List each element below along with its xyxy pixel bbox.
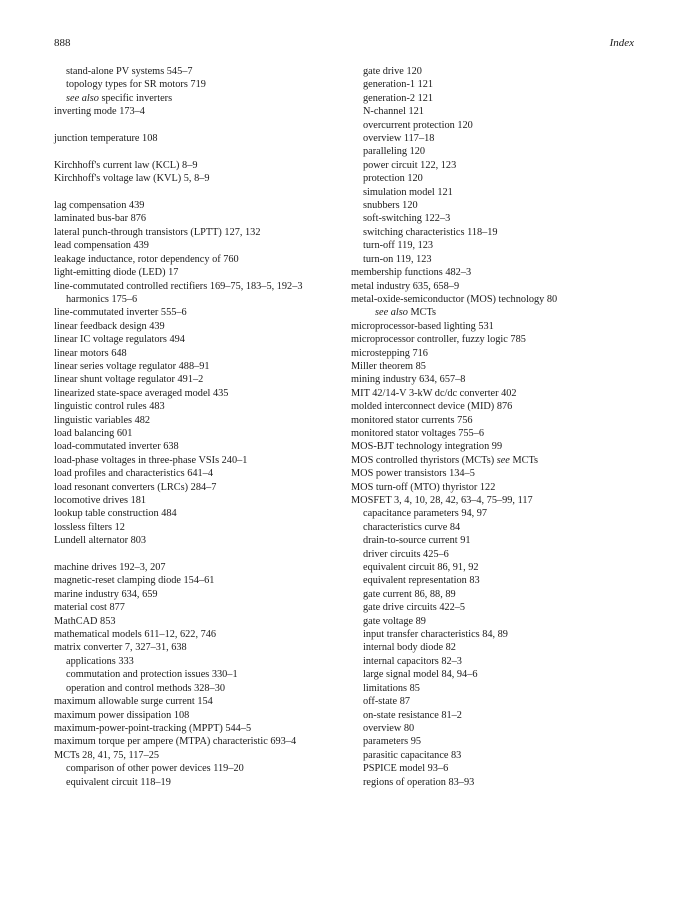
index-entry: microprocessor controller, fuzzy logic 785 xyxy=(351,334,526,346)
index-subentry: equivalent representation 83 xyxy=(363,575,480,587)
index-entry: maximum-power-point-tracking (MPPT) 544–5 xyxy=(54,722,252,734)
index-spacer xyxy=(54,145,344,158)
index-entry: junction temperature 108 xyxy=(54,133,158,145)
index-entry: linguistic control rules 483 xyxy=(54,401,165,413)
index-subentry: topology types for SR motors 719 xyxy=(66,79,206,91)
index-subentry: parameters 95 xyxy=(363,736,422,748)
index-entry: load-phase voltages in three-phase VSIs 240–1 xyxy=(54,454,248,466)
index-subentry: snubbers 120 xyxy=(363,200,418,212)
index-entry: material cost 877 xyxy=(54,602,125,614)
index-subentry: regions of operation 83–93 xyxy=(363,776,475,788)
index-subentry: gate current 86, 88, 89 xyxy=(363,588,456,600)
index-entry: mining industry 634, 657–8 xyxy=(351,374,466,386)
index-subentry: gate drive circuits 422–5 xyxy=(363,602,466,614)
index-entry: linear feedback design 439 xyxy=(54,320,165,332)
index-entry: maximum power dissipation 108 xyxy=(54,709,190,721)
index-entry: magnetic-reset clamping diode 154–61 xyxy=(54,575,215,587)
index-entry: machine drives 192–3, 207 xyxy=(54,562,166,574)
index-subentry: turn-on 119, 123 xyxy=(363,253,432,265)
index-subentry: capacitance parameters 94, 97 xyxy=(363,508,488,520)
index-entry: inverting mode 173–4 xyxy=(54,106,145,118)
index-subentry: N-channel 121 xyxy=(363,106,424,118)
index-entry: lead compensation 439 xyxy=(54,240,149,252)
index-entry: lateral punch-through transistors (LPTT) 127, 132 xyxy=(54,226,261,238)
index-entry: microstepping 716 xyxy=(351,347,428,359)
page-number: 888 xyxy=(54,37,71,49)
index-subentry: limitations 85 xyxy=(363,682,420,694)
index-subentry: on-state resistance 81–2 xyxy=(363,709,462,721)
index-column-right xyxy=(351,65,651,789)
index-entry: monitored stator currents 756 xyxy=(351,414,473,426)
index-entry: linear IC voltage regulators 494 xyxy=(54,334,185,346)
index-entry: MIT 42/14-V 3-kW dc/dc converter 402 xyxy=(351,387,517,399)
index-subentry: gate drive 120 xyxy=(363,66,422,77)
index-entry: locomotive drives 181 xyxy=(54,495,147,506)
index-subentry: harmonics 175–6 xyxy=(66,293,138,305)
index-entry: MCTs 28, 41, 75, 117–25 xyxy=(54,749,160,761)
index-spacer xyxy=(54,548,344,561)
index-entry: maximum allowable surge current 154 xyxy=(54,696,213,708)
index-subentry: stand-alone PV systems 545–7 xyxy=(66,66,193,77)
index-subentry: commutation and protection issues 330–1 xyxy=(66,669,238,681)
index-subentry: applications 333 xyxy=(66,655,134,667)
index-entry: linguistic variables 482 xyxy=(54,414,151,426)
index-entry: MOSFET 3, 4, 10, 28, 42, 63–4, 75–99, 117 xyxy=(351,495,533,506)
index-entry: Lundell alternator 803 xyxy=(54,535,147,547)
index-entry: load profiles and characteristics 641–4 xyxy=(54,468,213,480)
index-subentry: switching characteristics 118–19 xyxy=(363,226,498,238)
index-entry: Miller theorem 85 xyxy=(351,360,426,372)
index-subentry: turn-off 119, 123 xyxy=(363,240,434,252)
index-subentry: input transfer characteristics 84, 89 xyxy=(363,629,508,641)
index-entry: MOS turn-off (MTO) thyristor 122 xyxy=(351,481,496,493)
index-subentry: paralleling 120 xyxy=(363,146,426,158)
index-subentry: off-state 87 xyxy=(363,696,410,708)
index-entry: monitored stator voltages 755–6 xyxy=(351,427,484,439)
index-subentry: large signal model 84, 94–6 xyxy=(363,669,478,681)
index-entry: leakage inductance, rotor dependency of 760 xyxy=(54,253,239,265)
index-subentry: parasitic capacitance 83 xyxy=(363,749,462,761)
index-entry: MOS power transistors 134–5 xyxy=(351,468,475,480)
index-entry: Kirchhoff's current law (KCL) 8–9 xyxy=(54,159,198,171)
index-subentry: power circuit 122, 123 xyxy=(363,159,457,171)
index-subentry: internal capacitors 82–3 xyxy=(363,655,462,667)
index-entry: load resonant converters (LRCs) 284–7 xyxy=(54,481,217,493)
page-header xyxy=(54,37,634,53)
index-entry: load balancing 601 xyxy=(54,427,133,439)
index-subentry: characteristics curve 84 xyxy=(363,521,461,533)
index-subentry: simulation model 121 xyxy=(363,186,453,198)
index-entry: laminated bus-bar 876 xyxy=(54,213,147,225)
index-entry: MOS controlled thyristors (MCTs) see MCTs xyxy=(351,454,539,466)
index-entry: linearized state-space averaged model 435 xyxy=(54,387,229,399)
index-subentry: operation and control methods 328–30 xyxy=(66,682,225,694)
index-subentry: see also specific inverters xyxy=(66,92,173,104)
index-entry: MathCAD 853 xyxy=(54,615,116,627)
index-subentry: overview 80 xyxy=(363,722,415,734)
index-entry: line-commutated inverter 555–6 xyxy=(54,307,187,319)
index-entry: linear shunt voltage regulator 491–2 xyxy=(54,374,204,386)
index-subentry: drain-to-source current 91 xyxy=(363,535,471,547)
index-entry: marine industry 634, 659 xyxy=(54,588,158,600)
index-subentry: generation-2 121 xyxy=(363,92,434,104)
index-column-left xyxy=(54,65,344,789)
index-subentry: driver circuits 425–6 xyxy=(363,548,449,560)
index-entry: molded interconnect device (MID) 876 xyxy=(351,401,513,413)
index-entry: line-commutated controlled rectifiers 169–75, 183–5, 192–3 xyxy=(54,280,303,292)
index-subentry: comparison of other power devices 119–20 xyxy=(66,763,244,775)
index-entry: lookup table construction 484 xyxy=(54,508,177,520)
index-entry: microprocessor-based lighting 531 xyxy=(351,320,494,332)
index-entry: linear series voltage regulator 488–91 xyxy=(54,360,210,372)
index-subentry: generation-1 121 xyxy=(363,79,434,91)
index-subentry: gate voltage 89 xyxy=(363,615,426,627)
index-entry: light-emitting diode (LED) 17 xyxy=(54,267,179,279)
index-subentry: overcurrent protection 120 xyxy=(363,119,473,131)
index-entry: load-commutated inverter 638 xyxy=(54,441,179,453)
index-entry: membership functions 482–3 xyxy=(351,267,472,279)
index-spacer xyxy=(54,119,344,132)
index-entry: lossless filters 12 xyxy=(54,521,125,533)
index-spacer xyxy=(54,186,344,199)
index-entry: MOS-BJT technology integration 99 xyxy=(351,441,503,453)
index-subentry: soft-switching 122–3 xyxy=(363,213,451,225)
index-subentry: equivalent circuit 118–19 xyxy=(66,776,171,788)
index-entry: matrix converter 7, 327–31, 638 xyxy=(54,642,187,654)
index-entry: maximum torque per ampere (MTPA) characteristic 693–4 xyxy=(54,736,297,748)
index-entry: metal industry 635, 658–9 xyxy=(351,280,460,292)
index-subentry: PSPICE model 93–6 xyxy=(363,763,449,775)
index-entry: metal-oxide-semiconductor (MOS) technology 80 xyxy=(351,293,558,305)
index-subentry: overview 117–18 xyxy=(363,133,435,145)
index-entry: linear motors 648 xyxy=(54,347,127,359)
index-subentry: internal body diode 82 xyxy=(363,642,456,654)
index-subentry: equivalent circuit 86, 91, 92 xyxy=(363,562,479,574)
index-entry: mathematical models 611–12, 622, 746 xyxy=(54,629,217,641)
index-entry: lag compensation 439 xyxy=(54,200,145,212)
running-title: Index xyxy=(609,37,634,49)
index-subentry: protection 120 xyxy=(363,173,423,185)
index-entry: Kirchhoff's voltage law (KVL) 5, 8–9 xyxy=(54,173,210,185)
index-subentry: see also MCTs xyxy=(375,307,437,319)
